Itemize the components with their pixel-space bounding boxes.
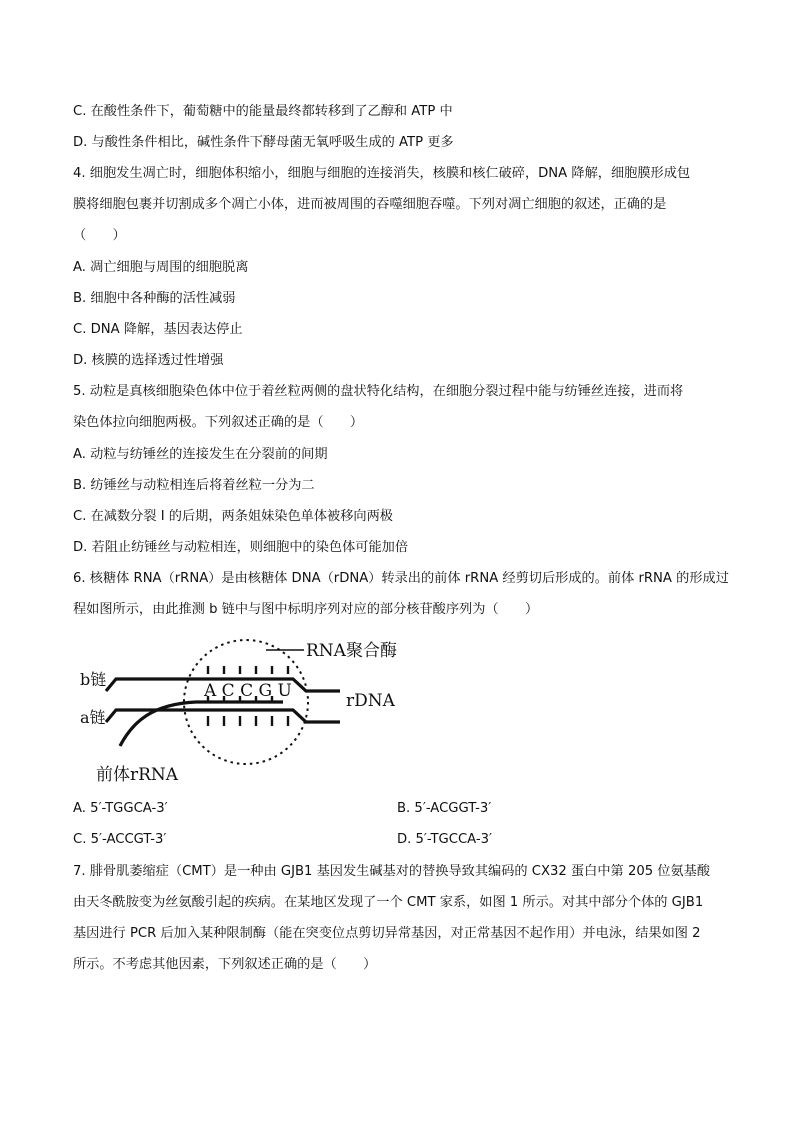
pre-rrna-label: 前体rRNA (96, 765, 179, 785)
q5-option-b: B. 纺锤丝与动粒相连后将着丝粒一分为二 (73, 478, 315, 493)
q6-stem-line2: 程如图所示，由此推测 b 链中与图中标明序列对应的部分核苷酸序列为（ ） (73, 602, 539, 617)
q7-stem-line1: 7. 腓骨肌萎缩症（CMT）是一种由 GJB1 基因发生碱基对的替换导致其编码的 CX32 蛋白中第 205 位氨基酸 (73, 864, 711, 879)
q6-stem-line1: 6. 核糖体 RNA（rRNA）是由核糖体 DNA（rDNA）转录出的前体 rRNA 经剪切后形成的。前体 rRNA 的形成过 (73, 571, 729, 586)
a-strand-label: a链 (80, 708, 106, 727)
q5-option-a: A. 动粒与纺锤丝的连接发生在分裂前的间期 (73, 447, 328, 462)
q4-option-a: A. 凋亡细胞与周围的细胞脱离 (73, 260, 249, 275)
q4-stem-line2: 膜将细胞包裹并切割成多个凋亡小体，进而被周围的吞噬细胞吞噬。下列对凋亡细胞的叙述，正确的是 (73, 197, 667, 212)
q3-option-d: D. 与酸性条件相比，碱性条件下酵母菌无氧呼吸生成的 ATP 更多 (73, 135, 454, 150)
q4-option-b: B. 细胞中各种酶的活性减弱 (73, 291, 236, 306)
q7-stem-line2: 由天冬酰胺变为丝氨酸引起的疾病。在某地区发现了一个 CMT 家系，如图 1 所示。对其中部分个体的 GJB1 (73, 895, 704, 910)
q6-option-c: C. 5′-ACCGT-3′ (73, 832, 167, 847)
b-strand-label: b链 (80, 670, 107, 689)
q4-option-d: D. 核膜的选择透过性增强 (73, 353, 224, 368)
q5-option-c: C. 在减数分裂 I 的后期，两条姐妹染色单体被移向两极 (73, 509, 393, 524)
q6-option-a: A. 5′-TGGCA-3′ (73, 801, 168, 816)
q6-option-b: B. 5′-ACGGT-3′ (397, 801, 492, 816)
q5-stem-line2: 染色体拉向细胞两极。下列叙述正确的是（ ） (73, 415, 364, 430)
rdna-label: rDNA (346, 691, 395, 711)
q4-stem-line3: （ ） (73, 228, 126, 243)
q7-stem-line4: 所示。不考虑其他因素，下列叙述正确的是（ ） (73, 957, 377, 972)
transcription-diagram (78, 636, 418, 788)
q4-option-c: C. DNA 降解，基因表达停止 (73, 322, 243, 337)
q4-stem-line1: 4. 细胞发生凋亡时，细胞体积缩小，细胞与细胞的连接消失，核膜和核仁破碎，DNA 降解，细胞膜形成包 (73, 166, 691, 181)
q5-option-d: D. 若阻止纺锤丝与动粒相连，则细胞中的染色体可能加倍 (73, 540, 409, 555)
q5-stem-line1: 5. 动粒是真核细胞染色体中位于着丝粒两侧的盘状特化结构，在细胞分裂过程中能与纺锤丝连接，进而将 (73, 384, 684, 399)
b-strand-base-ticks (208, 666, 288, 674)
rna-polymerase-label: RNA聚合酶 (306, 641, 397, 661)
q3-option-c: C. 在酸性条件下，葡萄糖中的能量最终都转移到了乙醇和 ATP 中 (73, 104, 453, 119)
rna-sequence: A C C G U (204, 681, 292, 701)
a-strand-base-ticks (208, 716, 288, 726)
q6-option-d: D. 5′-TGCCA-3′ (397, 832, 493, 847)
q7-stem-line3: 基因进行 PCR 后加入某种限制酶（能在突变位点剪切异常基因，对正常基因不起作用）并电泳，结果如图 2 (73, 926, 701, 941)
